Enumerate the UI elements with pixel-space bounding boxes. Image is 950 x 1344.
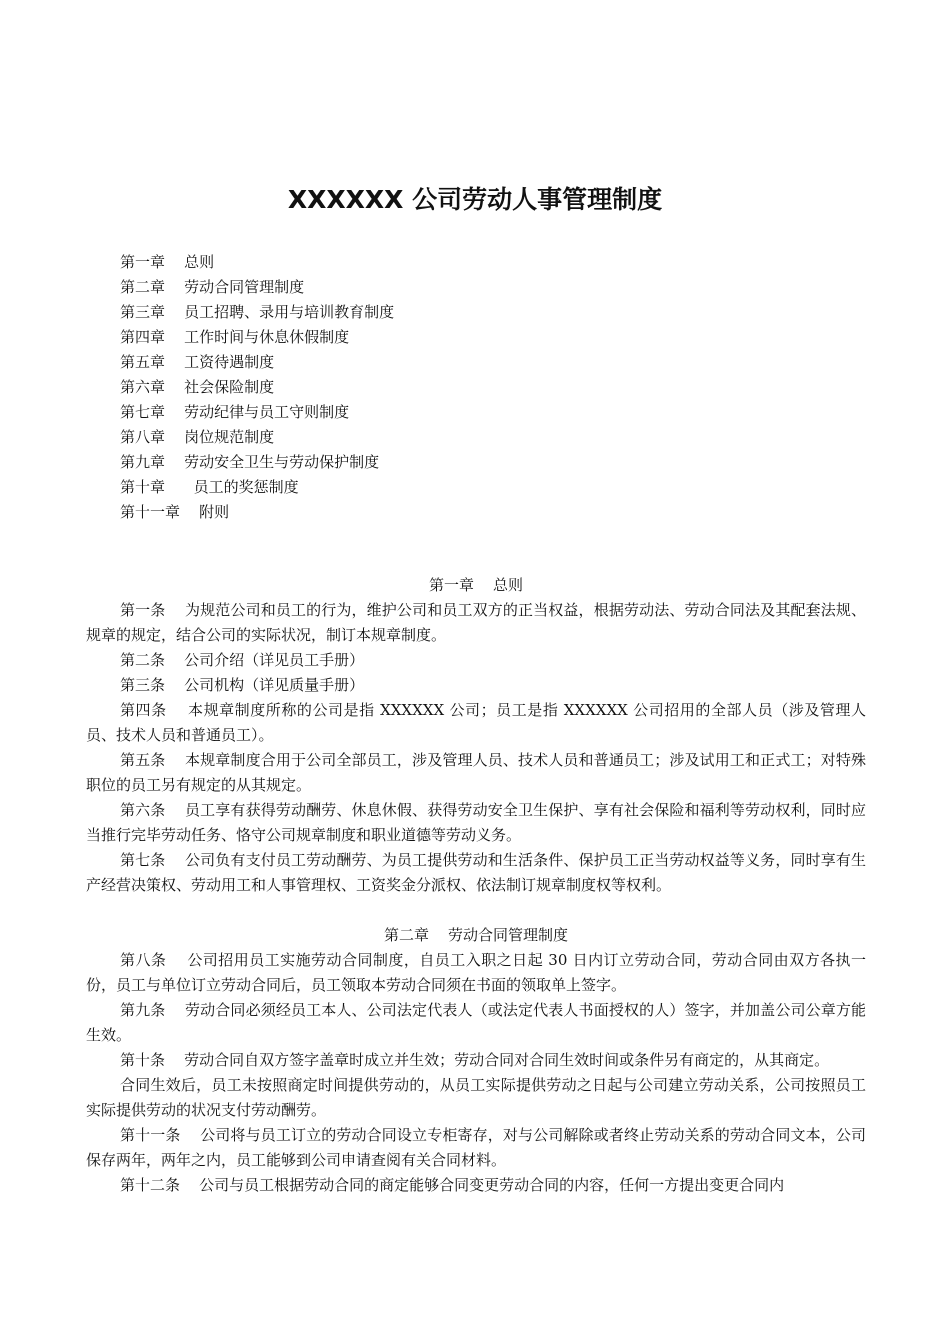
toc-item: 第六章 社会保险制度 [120, 378, 275, 396]
toc-item: 第九章 劳动安全卫生与劳动保护制度 [120, 453, 380, 471]
chapter-heading: 第一章 总则 [428, 576, 524, 594]
table-of-contents [120, 250, 820, 525]
toc-item: 第二章 劳动合同管理制度 [120, 278, 305, 296]
article-paragraph: 第一条 为规范公司和员工的行为，维护公司和员工双方的正当权益，根据劳动法、劳动合同法及其配套法规、规章的规定，结合公司的实际状况，制订本规章制度。 [86, 601, 866, 644]
article-paragraph: 第十条 劳动合同自双方签字盖章时成立并生效；劳动合同对合同生效时间或条件另有商定的，从其商定。 [120, 1051, 830, 1069]
article-paragraph: 第五条 本规章制度合用于公司全部员工，涉及管理人员、技术人员和普通员工；涉及试用工和正式工；对特殊职位的员工另有规定的从其规定。 [86, 751, 866, 794]
article-paragraph: 合同生效后，员工未按照商定时间提供劳动的，从员工实际提供劳动之日起与公司建立劳动关系，公司按照员工实际提供劳动的状况支付劳动酬劳。 [86, 1076, 866, 1119]
chapter-heading: 第二章 劳动合同管理制度 [383, 926, 569, 944]
article-paragraph: 第四条 本规章制度所称的公司是指 XXXXXX 公司；员工是指 XXXXXX 公司招用的全部人员（涉及管理人员、技术人员和普通员工）。 [86, 701, 866, 744]
article-paragraph: 第二条 公司介绍（详见员工手册） [120, 651, 365, 669]
article-paragraph: 第三条 公司机构（详见质量手册） [120, 676, 365, 694]
article-paragraph: 第九条 劳动合同必须经员工本人、公司法定代表人（或法定代表人书面授权的人）签字，并加盖公司公章方能生效。 [86, 1001, 866, 1044]
document-title: XXXXXX 公司劳动人事管理制度 [287, 185, 663, 214]
toc-item: 第十章 员工的奖惩制度 [120, 478, 299, 496]
toc-item: 第十一章 附则 [120, 503, 230, 521]
document-body [86, 573, 866, 1198]
article-paragraph: 第八条 公司招用员工实施劳动合同制度，自员工入职之日起 30 日内订立劳动合同，劳动合同由双方各执一份，员工与单位订立劳动合同后，员工领取本劳动合同须在书面的领取单上签字。 [86, 951, 866, 994]
toc-item: 第七章 劳动纪律与员工守则制度 [120, 403, 350, 421]
toc-item: 第四章 工作时间与休息休假制度 [120, 328, 350, 346]
article-paragraph: 第十一条 公司将与员工订立的劳动合同设立专柜寄存，对与公司解除或者终止劳动关系的劳动合同文本，公司保存两年，两年之内，员工能够到公司申请查阅有关合同材料。 [86, 1126, 866, 1169]
article-paragraph: 第六条 员工享有获得劳动酬劳、休息休假、获得劳动安全卫生保护、享有社会保险和福利等劳动权利，同时应当推行完毕劳动任务、恪守公司规章制度和职业道德等劳动义务。 [86, 801, 866, 844]
toc-item: 第五章 工资待遇制度 [120, 353, 275, 371]
toc-item: 第一章 总则 [120, 253, 215, 271]
toc-item: 第三章 员工招聘、录用与培训教育制度 [120, 303, 395, 321]
toc-item: 第八章 岗位规范制度 [120, 428, 275, 446]
article-paragraph: 第十二条 公司与员工根据劳动合同的商定能够合同变更劳动合同的内容，任何一方提出变更合同内 [120, 1176, 785, 1194]
article-paragraph: 第七条 公司负有支付员工劳动酬劳、为员工提供劳动和生活条件、保护员工正当劳动权益等义务，同时享有生产经营决策权、劳动用工和人事管理权、工资奖金分派权、依法制订规章制度权等权利。 [86, 851, 866, 894]
